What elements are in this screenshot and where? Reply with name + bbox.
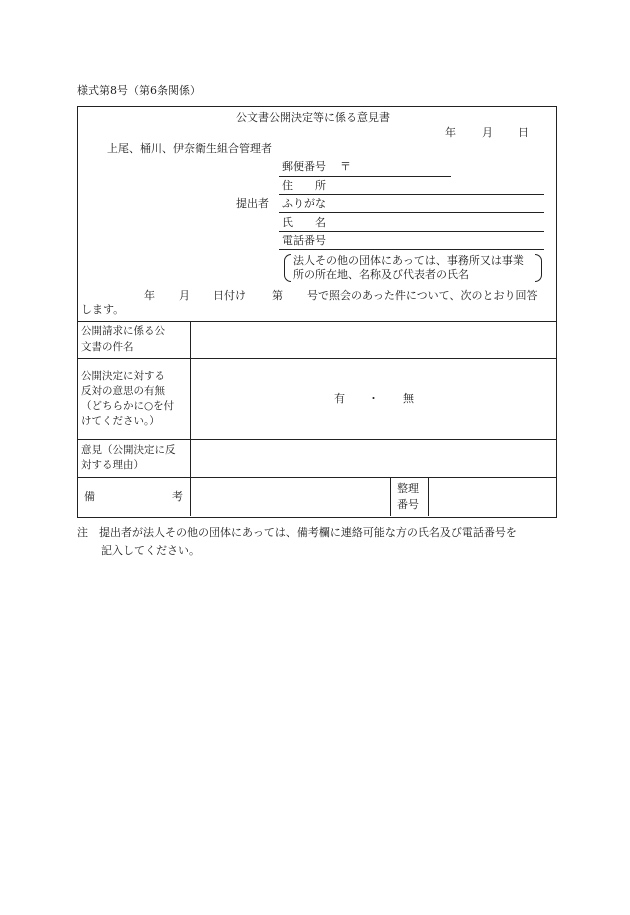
corp-note-line1: 法人その他の団体にあっては、事務所又は事業 bbox=[293, 254, 524, 267]
remarks-label-char1: 備 bbox=[84, 490, 95, 503]
objection-label-line2: 反対の意思の有無 bbox=[81, 385, 165, 397]
objection-no-option[interactable]: 無 bbox=[403, 392, 414, 405]
addressee: 上尾、桶川、伊奈衛生組合管理者 bbox=[107, 142, 272, 155]
date-month: 月 bbox=[482, 126, 493, 139]
furigana-label: ふりがな bbox=[282, 197, 326, 210]
opinion-label-line1: 意見（公開決定に反 bbox=[81, 444, 176, 456]
reply-dai: 第 bbox=[272, 289, 283, 302]
row2-bottom-line bbox=[77, 439, 557, 440]
footnote-line2: 記入してください。 bbox=[101, 544, 200, 557]
ref-number-label-line2: 番号 bbox=[397, 498, 419, 511]
reply-dated: 日付け bbox=[213, 289, 246, 302]
note-right-paren bbox=[535, 254, 542, 282]
furigana-line[interactable] bbox=[279, 212, 544, 213]
ref-number-label-line1: 整理 bbox=[397, 482, 419, 495]
address-label: 住 所 bbox=[282, 179, 326, 192]
reply-year: 年 bbox=[144, 289, 155, 302]
postal-code-label: 郵便番号 bbox=[282, 160, 326, 173]
address-line[interactable] bbox=[279, 194, 544, 195]
phone-label: 電話番号 bbox=[282, 234, 326, 247]
note-left-paren bbox=[284, 254, 291, 282]
reply-rest: 号で照会のあった件について、次のとおり回答 bbox=[307, 289, 538, 302]
table-top-line bbox=[77, 321, 557, 322]
objection-label-line1: 公開決定に対する bbox=[81, 370, 165, 382]
remarks-input-cell[interactable] bbox=[192, 479, 388, 515]
remarks-label-char2: 考 bbox=[172, 490, 183, 503]
opinion-input-cell[interactable] bbox=[192, 441, 554, 476]
corp-note-line2: 所の所在地、名称及び代表者の氏名 bbox=[293, 268, 469, 281]
row3-bottom-line bbox=[77, 477, 557, 478]
objection-yes-option[interactable]: 有 bbox=[334, 392, 345, 405]
ref-label-right-divider bbox=[428, 477, 429, 516]
ref-label-left-divider bbox=[390, 477, 391, 516]
name-line[interactable] bbox=[279, 231, 544, 232]
opinion-label-line2: 対する理由） bbox=[81, 459, 144, 471]
postal-code-line[interactable] bbox=[279, 176, 451, 177]
submitter-label: 提出者 bbox=[236, 197, 269, 210]
footnote-line1: 注 提出者が法人その他の団体にあっては、備考欄に連絡可能な方の氏名及び電話番号を bbox=[77, 526, 517, 539]
label-column-divider bbox=[190, 321, 191, 516]
subject-label-line2: 文書の件名 bbox=[81, 341, 134, 353]
form-number-label: 様式第8号（第6条関係） bbox=[77, 84, 201, 97]
row1-bottom-line bbox=[77, 358, 557, 359]
subject-label-line1: 公開請求に係る公 bbox=[81, 325, 165, 337]
postal-mark: 〒 bbox=[340, 160, 351, 173]
subject-input-cell[interactable] bbox=[192, 323, 554, 357]
objection-label-line3: （どちらかに○を付 bbox=[81, 400, 175, 412]
phone-line[interactable] bbox=[279, 249, 544, 250]
date-year: 年 bbox=[445, 126, 456, 139]
objection-label-line4: けてください。） bbox=[81, 415, 160, 427]
reply-line2: します。 bbox=[81, 303, 125, 316]
objection-separator: ・ bbox=[368, 392, 379, 405]
ref-number-input-cell[interactable] bbox=[430, 479, 554, 515]
date-day: 日 bbox=[518, 126, 529, 139]
reply-month: 月 bbox=[179, 289, 190, 302]
form-title: 公文書公開決定等に係る意見書 bbox=[236, 111, 390, 124]
name-label: 氏 名 bbox=[282, 216, 326, 229]
